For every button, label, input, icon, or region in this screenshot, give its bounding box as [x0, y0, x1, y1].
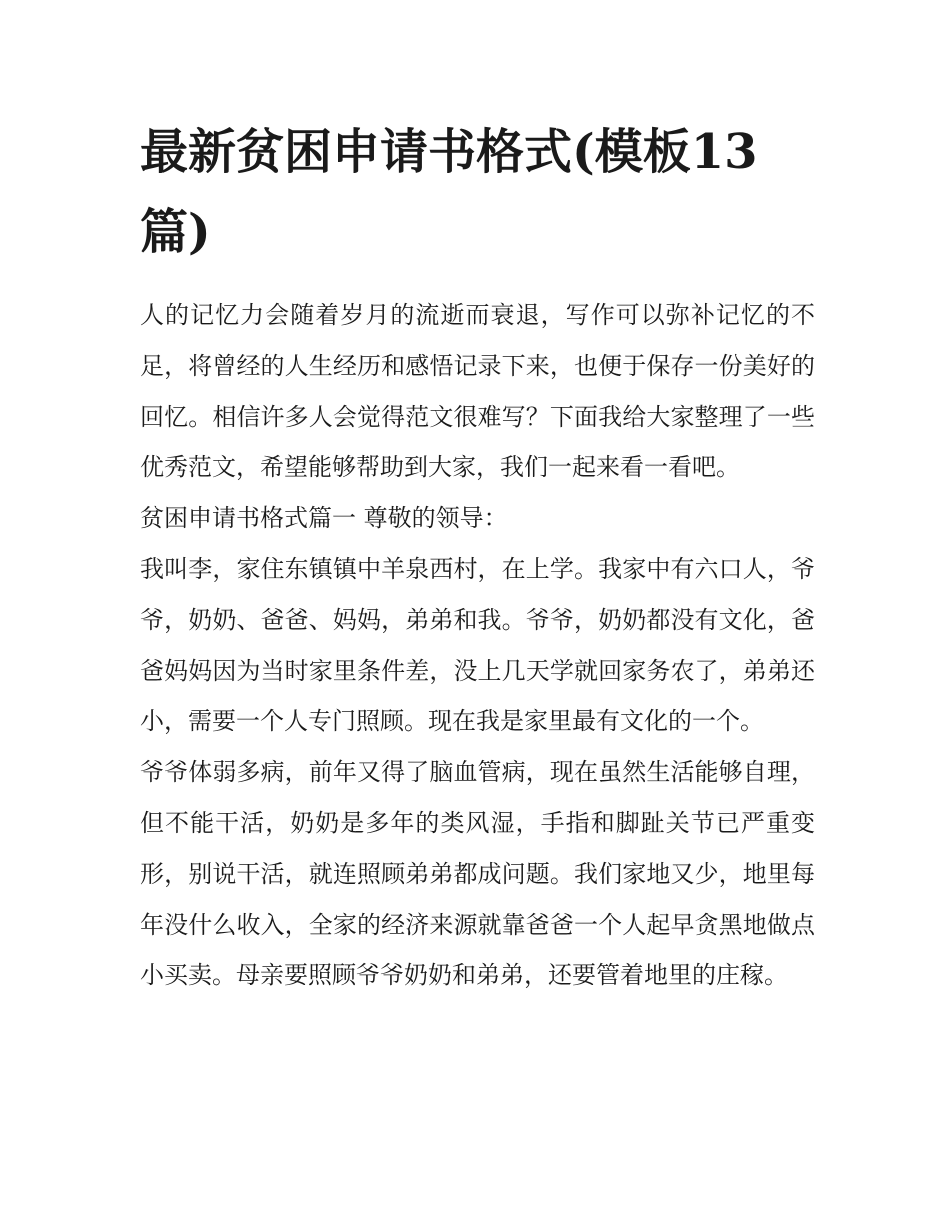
- document-page: [140, 112, 815, 1001]
- paragraph-heading-salutation: 贫困申请书格式篇一 尊敬的领导：: [140, 504, 508, 533]
- document-title: 最新贫困申请书格式(模板13篇): [140, 124, 758, 260]
- paragraph-intro: 人的记忆力会随着岁月的流逝而衰退，写作可以弥补记忆的不足，将曾经的人生经历和感悟记录下来，也便于保存一份美好的回忆。相信许多人会觉得范文很难写？下面我给大家整理了一些优秀范文，希望能够帮助到大家，我们一起来看一看吧。: [140, 301, 815, 482]
- paragraph-hardship: 爷爷体弱多病，前年又得了脑血管病，现在虽然生活能够自理，但不能干活，奶奶是多年的类风湿，手指和脚趾关节已严重变形，别说干活，就连照顾弟弟都成问题。我们家地又少，地里每年没什么收入，全家的经济来源就靠爸爸一个人起早贪黑地做点小买卖。母亲要照顾爷爷奶奶和弟弟，还要管着地里的庄稼。: [140, 758, 815, 990]
- paragraph-family: 我叫李，家住东镇镇中羊泉西村，在上学。我家中有六口人，爷爷，奶奶、爸爸、妈妈，弟弟和我。爷爷，奶奶都没有文化，爸爸妈妈因为当时家里条件差，没上几天学就回家务农了，弟弟还小，需要一个人专门照顾。现在我是家里最有文化的一个。: [140, 554, 815, 736]
